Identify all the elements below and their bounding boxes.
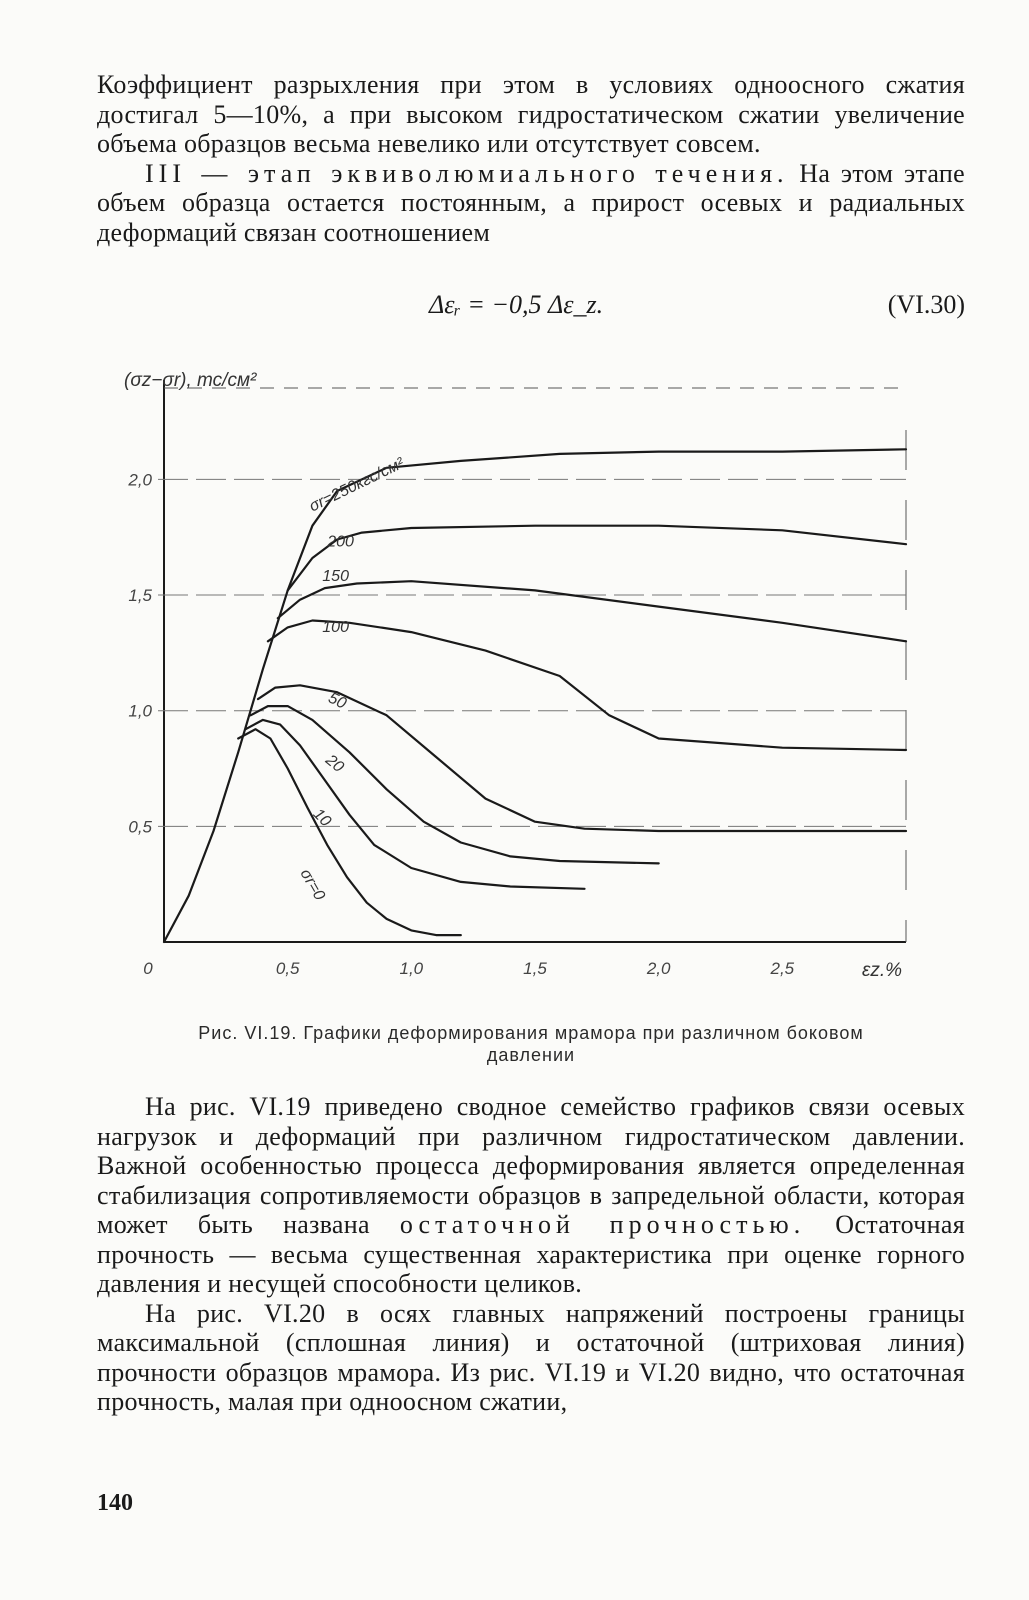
- y-axis-label: (σz−σr), тс/см²: [124, 370, 257, 391]
- x-axis-label: εz.%: [861, 960, 902, 980]
- x-tick-label: 2,0: [646, 959, 671, 978]
- body-paragraph-1: [97, 1092, 965, 1299]
- y-tick-label: 1,0: [128, 701, 152, 721]
- deformation-chart: [112, 360, 922, 980]
- x-tick-label: 1,0: [399, 959, 424, 978]
- curve-label-3: 100: [322, 619, 349, 637]
- curve-label-5: 20: [322, 751, 347, 777]
- curve-label-2: 150: [322, 568, 349, 586]
- body-p1-start: На рис. VI.19 приведено сводное семейство графиков связи осевых нагрузок и деформаций при различном гидростатическом давлении. Важной особенностью процесса деформирования является определенная стабилизация сопротивляемости образцов в запредельной области, которая может быть названа: [97, 1092, 965, 1239]
- body-text: [97, 1092, 965, 1417]
- x-tick-label: 2,5: [770, 959, 795, 978]
- curve-label-0: σr=250кгс/см²: [306, 454, 407, 516]
- curve-label-1: 200: [327, 533, 354, 551]
- stage-text: На этом этапе объем образца остается постоянным, а прирост осевых и радиальных деформаций связан соотношением: [97, 158, 965, 247]
- x-tick-label: 0,5: [275, 959, 300, 978]
- curve-label-7: σr=0: [296, 866, 328, 904]
- series-line-2: [278, 581, 906, 641]
- series-line-0: [164, 449, 906, 942]
- curve-label-4: 50: [325, 689, 349, 713]
- equation-row: [97, 290, 965, 324]
- equation-formula: Δεᵣ = −0,5 Δε_z.: [429, 290, 604, 319]
- caption-line-1: Рис. VI.19. Графики деформирования мрамора при различном боковом: [198, 1023, 864, 1043]
- body-p1-end: Остаточная прочность — весьма существенная характеристика при оценке горного давления и несущей способности целиков.: [97, 1210, 965, 1298]
- y-tick-label: 0,5: [128, 817, 152, 837]
- series-line-3: [268, 621, 906, 751]
- body-p1-term: остаточной прочностью.: [399, 1210, 806, 1239]
- x-tick-label: 0: [143, 959, 153, 978]
- intro-text: [97, 70, 965, 247]
- series-line-1: [288, 526, 906, 591]
- caption-line-2: давлении: [486, 1045, 576, 1065]
- stage-label: III — этап эквиволюмиального течения.: [145, 158, 789, 188]
- body-paragraph-2: На рис. VI.20 в осях главных напряжений построены границы максимальной (сплошная линия) и остаточной (штриховая линия) прочности образцов мрамора. Из рис. VI.19 и VI.20 видно, что остаточная прочность, малая при одноосном сжатии,: [97, 1298, 965, 1416]
- series-line-5: [251, 706, 659, 863]
- curve-label-6: 10: [309, 805, 335, 831]
- x-tick-label: 1,5: [523, 959, 547, 978]
- figure-caption: [97, 1022, 965, 1066]
- series-line-7: [238, 729, 461, 935]
- series-line-6: [246, 720, 585, 889]
- intro-paragraph-2: [97, 159, 965, 248]
- intro-paragraph-1: Коэффициент разрыхления при этом в условиях одноосного сжатия достигал 5—10%, а при высоком гидростатическом сжатии увеличение объема образцов весьма невелико или отсутствует совсем.: [97, 70, 965, 158]
- y-tick-label: 2,0: [128, 470, 152, 490]
- page-number: 140: [97, 1490, 133, 1516]
- equation-number: (VI.30): [887, 290, 965, 319]
- y-tick-label: 1,5: [128, 586, 152, 606]
